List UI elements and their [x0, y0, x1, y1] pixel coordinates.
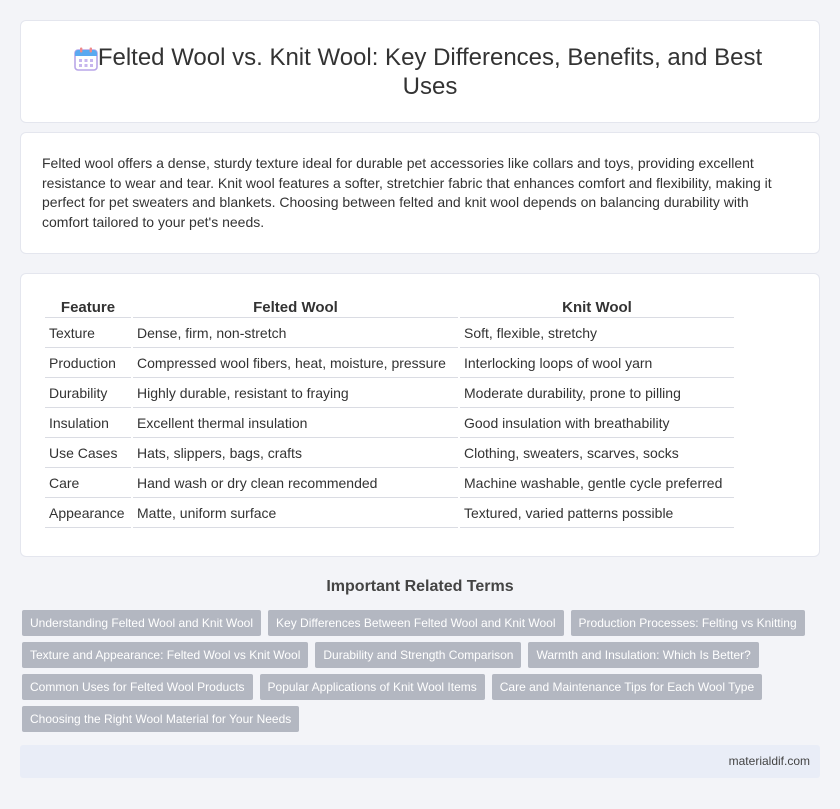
row-felted: Matte, uniform surface — [133, 500, 458, 528]
table-row — [45, 470, 734, 498]
table-row — [45, 320, 734, 348]
table-header-row — [45, 296, 734, 318]
row-knit: Clothing, sweaters, scarves, socks — [460, 440, 734, 468]
header-felted-wool: Felted Wool — [133, 296, 458, 318]
table-row — [45, 440, 734, 468]
related-term-tag[interactable]: Choosing the Right Wool Material for Your Needs — [22, 706, 299, 732]
related-terms-list — [22, 610, 812, 732]
intro-paragraph: Felted wool offers a dense, sturdy texture ideal for durable pet accessories like collars and toys, providing excellent resistance to wear and tear. Knit wool features a softer, stretchier fabric that enhances comfort and flexibility, making it perfect for pet sweaters and blankets. Choosing between felted and knit wool depends on balancing durability with comfort tailored to your pet's needs. — [42, 155, 772, 230]
row-felted: Hand wash or dry clean recommended — [133, 470, 458, 498]
related-terms-title: Important Related Terms — [326, 578, 514, 595]
footer — [20, 745, 820, 778]
row-feature: Insulation — [45, 410, 131, 438]
related-term-tag[interactable]: Durability and Strength Comparison — [315, 642, 521, 668]
related-term-tag[interactable]: Key Differences Between Felted Wool and Knit Wool — [268, 610, 564, 636]
header-feature: Feature — [45, 296, 131, 318]
related-term-tag[interactable]: Warmth and Insulation: Which Is Better? — [528, 642, 758, 668]
comparison-card — [20, 273, 820, 557]
row-knit: Moderate durability, prone to pilling — [460, 380, 734, 408]
row-felted: Excellent thermal insulation — [133, 410, 458, 438]
related-term-tag[interactable]: Care and Maintenance Tips for Each Wool Type — [492, 674, 762, 700]
row-knit: Machine washable, gentle cycle preferred — [460, 470, 734, 498]
row-feature: Care — [45, 470, 131, 498]
row-felted: Highly durable, resistant to fraying — [133, 380, 458, 408]
row-feature: Production — [45, 350, 131, 378]
table-row — [45, 500, 734, 528]
table-row — [45, 380, 734, 408]
row-feature: Use Cases — [45, 440, 131, 468]
row-feature: Texture — [45, 320, 131, 348]
related-term-tag[interactable]: Popular Applications of Knit Wool Items — [260, 674, 485, 700]
related-term-tag[interactable]: Understanding Felted Wool and Knit Wool — [22, 610, 261, 636]
header-knit-wool: Knit Wool — [460, 296, 734, 318]
title-card — [20, 20, 820, 123]
row-felted: Compressed wool fibers, heat, moisture, pressure — [133, 350, 458, 378]
page-title: Felted Wool vs. Knit Wool: Key Differences, Benefits, and Best Uses — [97, 44, 763, 100]
row-knit: Interlocking loops of wool yarn — [460, 350, 734, 378]
related-term-tag[interactable]: Production Processes: Felting vs Knitting — [571, 610, 805, 636]
intro-card — [20, 132, 820, 254]
related-term-tag[interactable]: Texture and Appearance: Felted Wool vs Knit Wool — [22, 642, 308, 668]
row-knit: Textured, varied patterns possible — [460, 500, 734, 528]
row-knit: Good insulation with breathability — [460, 410, 734, 438]
row-feature: Appearance — [45, 500, 131, 528]
table-row — [45, 350, 734, 378]
footer-site-link[interactable]: materialdif.com — [728, 754, 810, 768]
row-felted: Hats, slippers, bags, crafts — [133, 440, 458, 468]
row-feature: Durability — [45, 380, 131, 408]
row-knit: Soft, flexible, stretchy — [460, 320, 734, 348]
table-row — [45, 410, 734, 438]
related-term-tag[interactable]: Common Uses for Felted Wool Products — [22, 674, 253, 700]
comparison-table — [43, 294, 736, 530]
row-felted: Dense, firm, non-stretch — [133, 320, 458, 348]
